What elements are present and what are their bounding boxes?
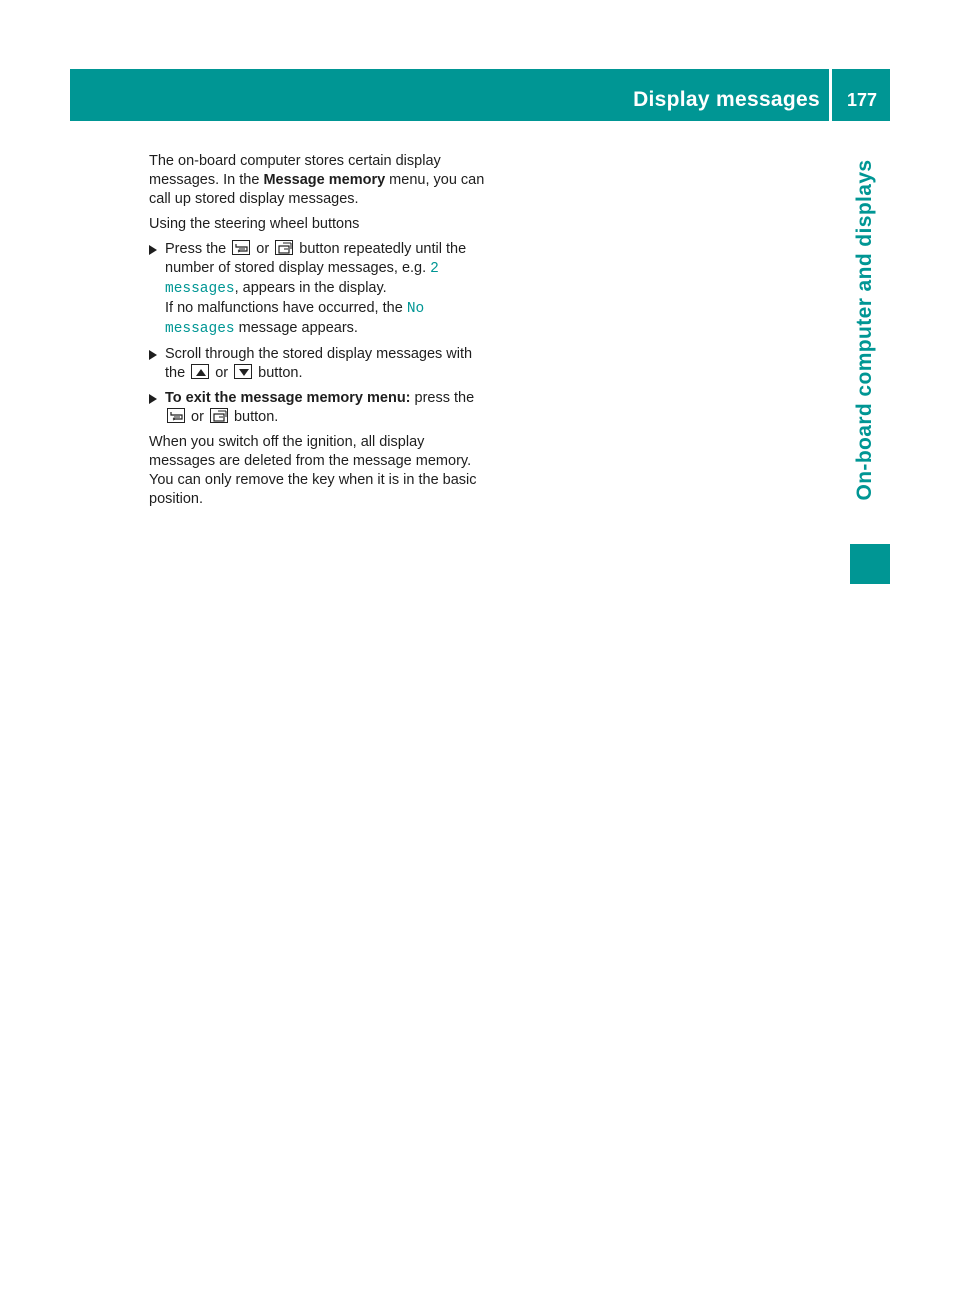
- subheading: Using the steering wheel buttons: [149, 216, 360, 232]
- back-button-icon: [232, 240, 250, 255]
- back-button-icon: [167, 408, 185, 423]
- display-text-no-messages: No messages: [165, 301, 425, 337]
- up-arrow-button-icon: [191, 364, 209, 379]
- step-arrow-icon: [149, 350, 157, 360]
- home-button-icon: [275, 240, 293, 255]
- menu-name: Message memory: [263, 172, 386, 188]
- step-2: Scroll through the stored display messages with the or button.: [149, 345, 489, 383]
- chapter-marker-block: [850, 544, 890, 584]
- main-content: [149, 152, 489, 515]
- header-bar: [70, 69, 890, 121]
- intro-paragraph: The on-board computer stores certain display messages. In the Message memory menu, you can call up stored display messages.: [149, 153, 485, 207]
- home-button-icon: [210, 408, 228, 423]
- display-text-2-messages: 2 messages: [165, 261, 439, 297]
- step-arrow-icon: [149, 245, 157, 255]
- chapter-side-tab: [840, 130, 890, 530]
- down-arrow-button-icon: [234, 364, 252, 379]
- step-1: Press the or button repeatedly until the number of stored display messages, e.g. 2 messages, appears in the display. If no malfunctions have occurred, the No messages message appears.: [149, 240, 489, 339]
- page-title: Display messages: [633, 88, 820, 111]
- header-divider: [829, 69, 832, 121]
- chapter-label: On-board computer and displays: [853, 159, 876, 501]
- step-arrow-icon: [149, 394, 157, 404]
- closing-paragraph: When you switch off the ignition, all display messages are deleted from the message memory. You can only remove the key when it is in the basic position.: [149, 434, 477, 507]
- page-number: 177: [846, 90, 878, 110]
- step-3: To exit the message memory menu: press the or button.: [149, 389, 489, 427]
